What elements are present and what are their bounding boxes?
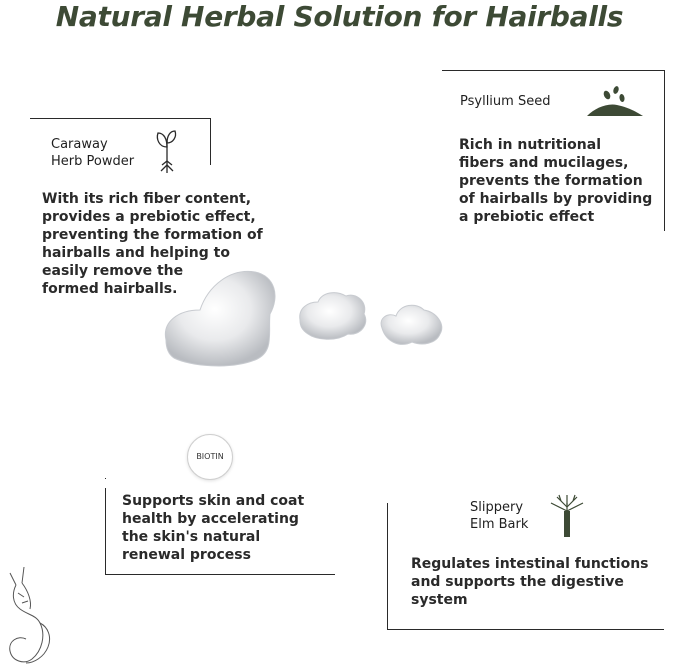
- caraway-desc-line: easily remove the: [42, 263, 184, 279]
- caraway-desc-line: preventing the formation of: [42, 227, 263, 243]
- hairball-large: [165, 271, 275, 365]
- caraway-desc-line: With its rich fiber content,: [42, 191, 252, 207]
- psyllium-desc-line: a prebiotic effect: [459, 209, 595, 225]
- caraway-name-line2: Herb Powder: [51, 154, 135, 169]
- psyllium-desc-line: of hairballs by providing: [459, 191, 653, 207]
- psyllium-desc-line: Rich in nutritional: [459, 137, 602, 153]
- biotin-frame-line-bottom: [105, 574, 335, 575]
- biotin-badge: BIOTIN: [187, 434, 233, 480]
- psyllium-description: [459, 136, 652, 226]
- elm-name-line1: Slippery: [470, 500, 524, 515]
- caraway-desc-line: hairballs and helping to: [42, 245, 230, 261]
- elm-desc-line: and supports the digestive: [411, 574, 624, 590]
- caraway-desc-line: provides a prebiotic effect,: [42, 209, 256, 225]
- biotin-desc-line: renewal process: [122, 547, 251, 563]
- psyllium-name: Psyllium Seed: [460, 94, 551, 109]
- biotin-desc-line: Supports skin and coat: [122, 493, 305, 509]
- page-title: Natural Herbal Solution for Hairballs: [55, 0, 624, 33]
- hairball-illustration: [160, 262, 450, 372]
- psyllium-desc-line: fibers and mucilages,: [459, 155, 629, 171]
- elm-description: [411, 555, 649, 609]
- biotin-frame: [105, 478, 106, 479]
- elm-desc-line: system: [411, 592, 468, 608]
- biotin-description: [122, 492, 304, 564]
- elm-frame-line-bottom: [387, 629, 664, 630]
- sprout-icon: [153, 127, 181, 175]
- elm-name-line2: Elm Bark: [470, 517, 529, 532]
- caraway-desc-line: formed hairballs.: [42, 281, 178, 297]
- elm-desc-line: Regulates intestinal functions: [411, 556, 649, 572]
- caraway-name-line1: Caraway: [51, 137, 108, 152]
- cat-outline-icon: [2, 563, 58, 667]
- biotin-frame-line-left: [105, 488, 106, 575]
- psyllium-desc-line: prevents the formation: [459, 173, 643, 189]
- biotin-desc-line: health by accelerating: [122, 511, 299, 527]
- seeds-soil-icon: [587, 85, 643, 119]
- hairball-medium: [300, 293, 366, 340]
- caraway-name: [51, 136, 134, 170]
- elm-name: [470, 499, 528, 533]
- hairball-small: [381, 305, 442, 344]
- elm-tree-icon: [547, 493, 587, 539]
- biotin-desc-line: the skin's natural: [122, 529, 261, 545]
- elm-frame-line-left: [387, 503, 388, 630]
